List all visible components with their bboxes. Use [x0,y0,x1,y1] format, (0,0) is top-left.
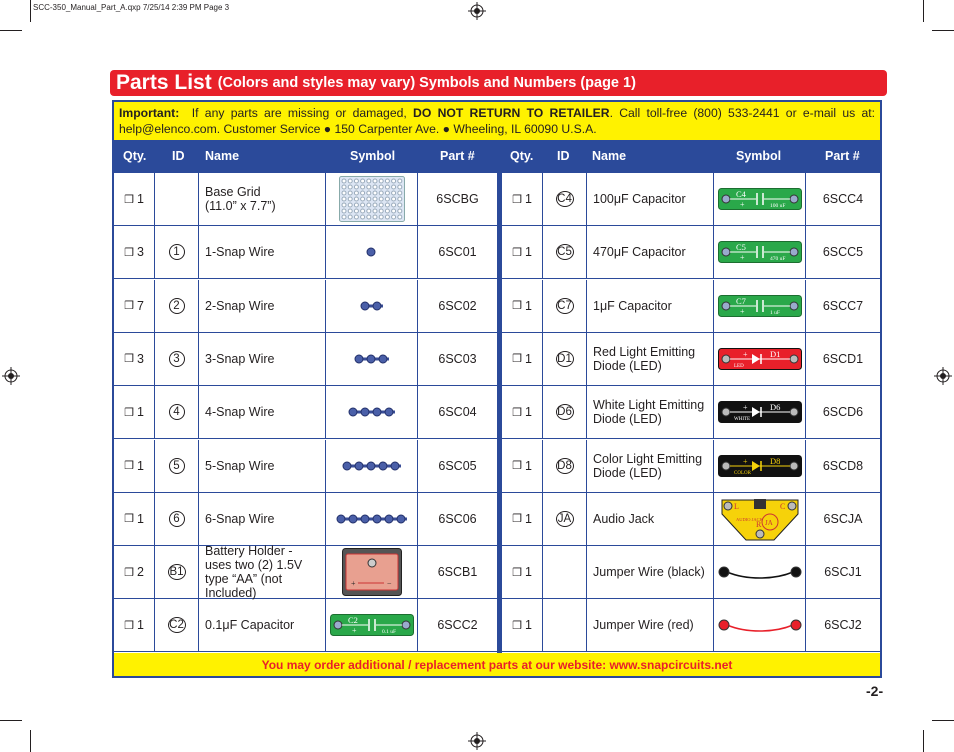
registration-mark-icon [468,732,486,750]
id-cell [155,173,199,225]
header-symbol: Symbol [350,149,396,163]
qty-cell [502,173,543,225]
battery-holder-symbol [326,546,418,598]
qty-value: 1 [524,565,532,580]
qty-value: 1 [524,511,532,526]
page-title: Parts List [116,71,212,94]
header-name: Name [592,149,627,163]
id-cell [155,386,199,438]
name-cell [199,226,326,278]
qty-cell [502,493,543,545]
qty-cell [114,280,155,332]
led-d1-symbol [714,333,806,385]
part-number: 6SC06 [438,511,477,526]
name-cell [587,333,714,385]
svg-text:+: + [739,306,745,316]
jumper-black-symbol [714,546,806,598]
id-cell [155,440,199,492]
qty-cell [502,333,543,385]
table-row [502,386,880,439]
part-number-cell [418,546,497,598]
snap-wire-3-symbol [326,333,418,385]
name-cell [587,226,714,278]
part-number: 6SCD1 [822,351,864,366]
name-cell [199,173,326,225]
capacitor-c2-symbol [326,599,418,651]
page-number: -2- [866,683,884,699]
id-cell [543,493,587,545]
svg-text:C7: C7 [735,295,746,306]
svg-text:C5: C5 [735,242,746,253]
part-id-badge: 2 [169,298,185,314]
checkbox-icon[interactable]: ❒ [512,406,522,419]
part-number: 6SC01 [438,245,477,260]
table-header-right [502,140,880,173]
header-name: Name [205,149,240,163]
crop-mark [923,730,924,752]
qty-value: 1 [136,405,144,420]
part-number: 6SCC2 [437,618,478,633]
part-name: Audio Jack [593,511,655,526]
table-row [502,546,880,599]
checkbox-icon[interactable]: ❒ [512,300,522,313]
crop-mark [932,30,954,31]
svg-text:C2: C2 [347,615,358,626]
part-name: Base Grid (11.0” x 7.7”) [205,185,276,213]
snap-wire-4-symbol [326,386,418,438]
header-part: Part # [440,149,475,163]
file-slug: SCC-350_Manual_Part_A.qxp 7/25/14 2:39 PM Page 3 [33,3,230,12]
part-name: Jumper Wire (red) [593,618,694,633]
table-row [114,226,497,279]
part-number-cell [806,599,880,651]
id-cell [155,599,199,651]
table-row [114,546,497,599]
name-cell [199,544,326,601]
name-cell [587,440,714,492]
qty-value: 1 [136,192,144,206]
qty-cell [502,546,543,598]
checkbox-icon[interactable]: ❒ [512,193,522,206]
part-number-cell [418,440,497,492]
checkbox-icon[interactable]: ❒ [512,353,522,366]
part-id-badge: 6 [169,511,185,527]
part-number: 6SCJA [823,511,863,526]
crop-mark [0,720,22,721]
part-name: 470μF Capacitor [593,245,686,260]
checkbox-icon[interactable]: ❒ [124,513,134,526]
name-cell [587,493,714,545]
svg-text:470 uF: 470 uF [769,256,785,263]
capacitor-c4-symbol [714,173,806,225]
part-number-cell [806,173,880,225]
qty-cell [114,226,155,278]
part-number: 6SC05 [438,458,477,473]
qty-cell [502,386,543,438]
table-row [502,226,880,279]
led-d8-symbol [714,440,806,492]
part-number: 6SCC4 [822,192,864,206]
part-id-badge: 5 [169,458,185,474]
part-name: Battery Holder - uses two (2) 1.5V type “AA” (not Included) [205,544,303,601]
qty-value: 1 [524,298,532,313]
part-number: 6SCD8 [822,458,864,473]
table-row [114,280,497,333]
checkbox-icon[interactable]: ❒ [124,353,134,366]
part-name: 0.1μF Capacitor [205,618,295,633]
important-text-1: If any parts are missing or damaged, [191,106,407,120]
part-number: 6SCJ1 [824,565,862,580]
id-cell [543,440,587,492]
header-id: ID [557,149,570,163]
qty-cell [502,599,543,651]
header-qty: Qty. [510,149,534,163]
name-cell [199,493,326,545]
part-number: 6SCJ2 [824,618,862,633]
part-number-cell [418,226,497,278]
table-row [114,333,497,386]
id-cell [155,546,199,598]
svg-text:COLOR: COLOR [733,470,751,476]
header-symbol: Symbol [736,149,782,163]
svg-text:JA: JA [764,518,773,527]
qty-cell [114,386,155,438]
part-number-cell [418,386,497,438]
checkbox-icon[interactable]: ❒ [124,193,134,206]
snap-wire-1-symbol [326,226,418,278]
svg-text:L: L [733,501,739,511]
qty-cell [114,493,155,545]
part-id-badge: C7 [557,299,572,312]
part-id-badge: 1 [169,244,185,260]
important-emphasis: DO NOT RETURN TO RETAILER [413,106,610,120]
svg-text:+: + [739,253,745,263]
table-row [114,599,497,652]
part-id-badge: JA [556,511,574,527]
id-cell [543,546,587,598]
checkbox-icon[interactable]: ❒ [124,406,134,419]
part-number: 6SCC7 [822,298,864,313]
part-id-badge: 4 [169,404,185,420]
qty-value: 1 [524,458,532,473]
part-name: 5-Snap Wire [205,458,275,473]
svg-text:+: + [739,200,745,209]
checkbox-icon[interactable]: ❒ [512,460,522,472]
part-name: White Light Emitting Diode (LED) [593,398,705,427]
checkbox-icon[interactable]: ❒ [512,513,522,526]
audio-jack-symbol [714,493,806,545]
table-row [502,493,880,546]
part-id-badge: B1 [169,566,184,579]
svg-text:0.1 uF: 0.1 uF [381,629,396,636]
name-cell [199,333,326,385]
qty-value: 3 [136,351,144,366]
part-name: 1-Snap Wire [205,245,275,260]
part-number: 6SCBG [436,192,479,206]
svg-text:+: + [350,579,356,589]
registration-mark-icon [934,367,952,385]
id-cell [543,173,587,225]
registration-mark-icon [468,2,486,20]
part-name: 1μF Capacitor [593,298,672,313]
part-number-cell [418,493,497,545]
checkbox-icon[interactable]: ❒ [512,246,522,259]
qty-value: 3 [136,245,144,260]
id-cell [543,386,587,438]
snap-wire-2-symbol [326,280,418,332]
jumper-red-symbol [714,599,806,651]
qty-value: 7 [136,298,144,313]
svg-text:C4: C4 [735,189,746,199]
part-number-cell [418,333,497,385]
part-number: 6SC04 [438,405,477,420]
crop-mark [923,0,924,22]
table-row [114,493,497,546]
part-number: 6SC02 [438,298,477,313]
part-number-cell [806,280,880,332]
id-cell [155,280,199,332]
part-name: 6-Snap Wire [205,511,275,526]
header-part: Part # [825,149,860,163]
important-label: Important: [119,106,180,120]
svg-text:WHITE: WHITE [733,417,750,423]
part-number-cell [806,493,880,545]
qty-value: 1 [136,458,144,473]
qty-value: 1 [524,351,532,366]
part-id-badge: D6 [557,406,572,419]
table-header-left [114,140,497,173]
capacitor-c5-symbol [714,226,806,278]
name-cell [587,546,714,598]
part-name: Red Light Emitting Diode (LED) [593,344,696,373]
checkbox-icon[interactable]: ❒ [124,566,134,579]
qty-value: 1 [524,192,532,206]
led-d6-symbol [714,386,806,438]
qty-value: 2 [136,565,144,580]
part-number-cell [806,386,880,438]
svg-text:+: + [351,626,357,636]
checkbox-icon[interactable]: ❒ [124,460,134,472]
checkbox-icon[interactable]: ❒ [124,300,134,313]
snap-wire-5-symbol [326,440,418,492]
id-cell [543,599,587,651]
qty-cell [502,280,543,332]
crop-mark [30,730,31,752]
qty-cell [114,333,155,385]
svg-text:100 uF: 100 uF [769,203,785,209]
name-cell [199,386,326,438]
capacitor-c7-symbol [714,280,806,332]
crop-mark [0,30,22,31]
part-number-cell [806,226,880,278]
part-name: Color Light Emitting Diode (LED) [593,451,703,480]
part-name: 3-Snap Wire [205,351,275,366]
checkbox-icon[interactable]: ❒ [512,566,522,579]
part-number-cell [806,546,880,598]
table-row [114,386,497,439]
part-number-cell [418,280,497,332]
name-cell [199,440,326,492]
name-cell [587,173,714,225]
table-row [114,173,497,226]
table-row [502,173,880,226]
part-id-badge: 3 [169,351,185,367]
qty-cell [114,546,155,598]
part-number-cell [806,440,880,492]
part-number: 6SC03 [438,351,477,366]
checkbox-icon[interactable]: ❒ [124,246,134,259]
qty-cell [502,440,543,492]
qty-cell [114,599,155,651]
order-footer: You may order additional / replacement parts at our website: www.snapcircuits.net [114,653,880,676]
qty-value: 1 [524,405,532,420]
table-row [502,280,880,333]
important-text-2: . Call toll-free (800) 533-2441 or e-mail us at: help@elenco.com. Customer Service ● 150 Carpenter Ave. ● Wheeling, IL 60090 U.S.A. [119,106,876,136]
svg-text:1 uF: 1 uF [769,309,780,316]
id-cell [543,333,587,385]
snap-wire-6-symbol [326,493,418,545]
svg-text:+: + [742,456,748,466]
part-id-badge: C5 [557,246,572,259]
name-cell [587,599,714,651]
svg-text:−: − [386,579,392,589]
table-row [502,333,880,386]
table-row [114,440,497,493]
svg-text:+: + [742,403,748,413]
part-name: 4-Snap Wire [205,405,275,420]
table-row [502,599,880,652]
qty-cell [114,440,155,492]
id-cell [155,493,199,545]
svg-text:R: R [755,519,761,529]
parts-table [112,100,882,678]
qty-value: 1 [136,618,144,633]
id-cell [543,280,587,332]
part-id-badge: D8 [557,459,572,472]
svg-text:AUDIO JACK: AUDIO JACK [735,516,763,522]
name-cell [587,280,714,332]
part-id-badge: C2 [169,619,184,632]
crop-mark [932,720,954,721]
name-cell [199,280,326,332]
crop-mark [30,0,31,22]
part-number: 6SCD6 [822,405,864,420]
svg-text:+: + [742,349,748,359]
header-qty: Qty. [123,149,147,163]
qty-value: 1 [524,618,532,633]
name-cell [199,599,326,651]
header-id: ID [172,149,185,163]
part-number-cell [418,599,497,651]
id-cell [155,333,199,385]
important-notice [114,102,880,140]
part-number: 6SCC5 [822,245,864,260]
part-name: Jumper Wire (black) [593,565,705,580]
svg-text:D8: D8 [769,455,780,466]
svg-text:D1: D1 [769,348,780,359]
checkbox-icon[interactable]: ❒ [512,619,522,632]
svg-text:LED: LED [733,363,744,369]
table-row [502,440,880,493]
page-subtitle: (Colors and styles may vary) Symbols and Numbers (page 1) [217,75,636,91]
registration-mark-icon [2,367,20,385]
qty-value: 1 [524,245,532,260]
svg-text:D6: D6 [769,402,780,413]
base-grid-symbol [326,173,418,225]
part-number: 6SCB1 [437,565,478,580]
qty-cell [502,226,543,278]
name-cell [587,386,714,438]
part-number-cell [806,333,880,385]
part-id-badge: D1 [557,352,572,365]
svg-text:C: C [779,501,785,511]
part-name: 100μF Capacitor [593,192,686,206]
checkbox-icon[interactable]: ❒ [124,619,134,632]
qty-value: 1 [136,511,144,526]
title-bar [110,70,887,96]
part-number-cell [418,173,497,225]
id-cell [155,226,199,278]
part-name: 2-Snap Wire [205,298,275,313]
part-id-badge: C4 [557,193,572,205]
id-cell [543,226,587,278]
qty-cell [114,173,155,225]
